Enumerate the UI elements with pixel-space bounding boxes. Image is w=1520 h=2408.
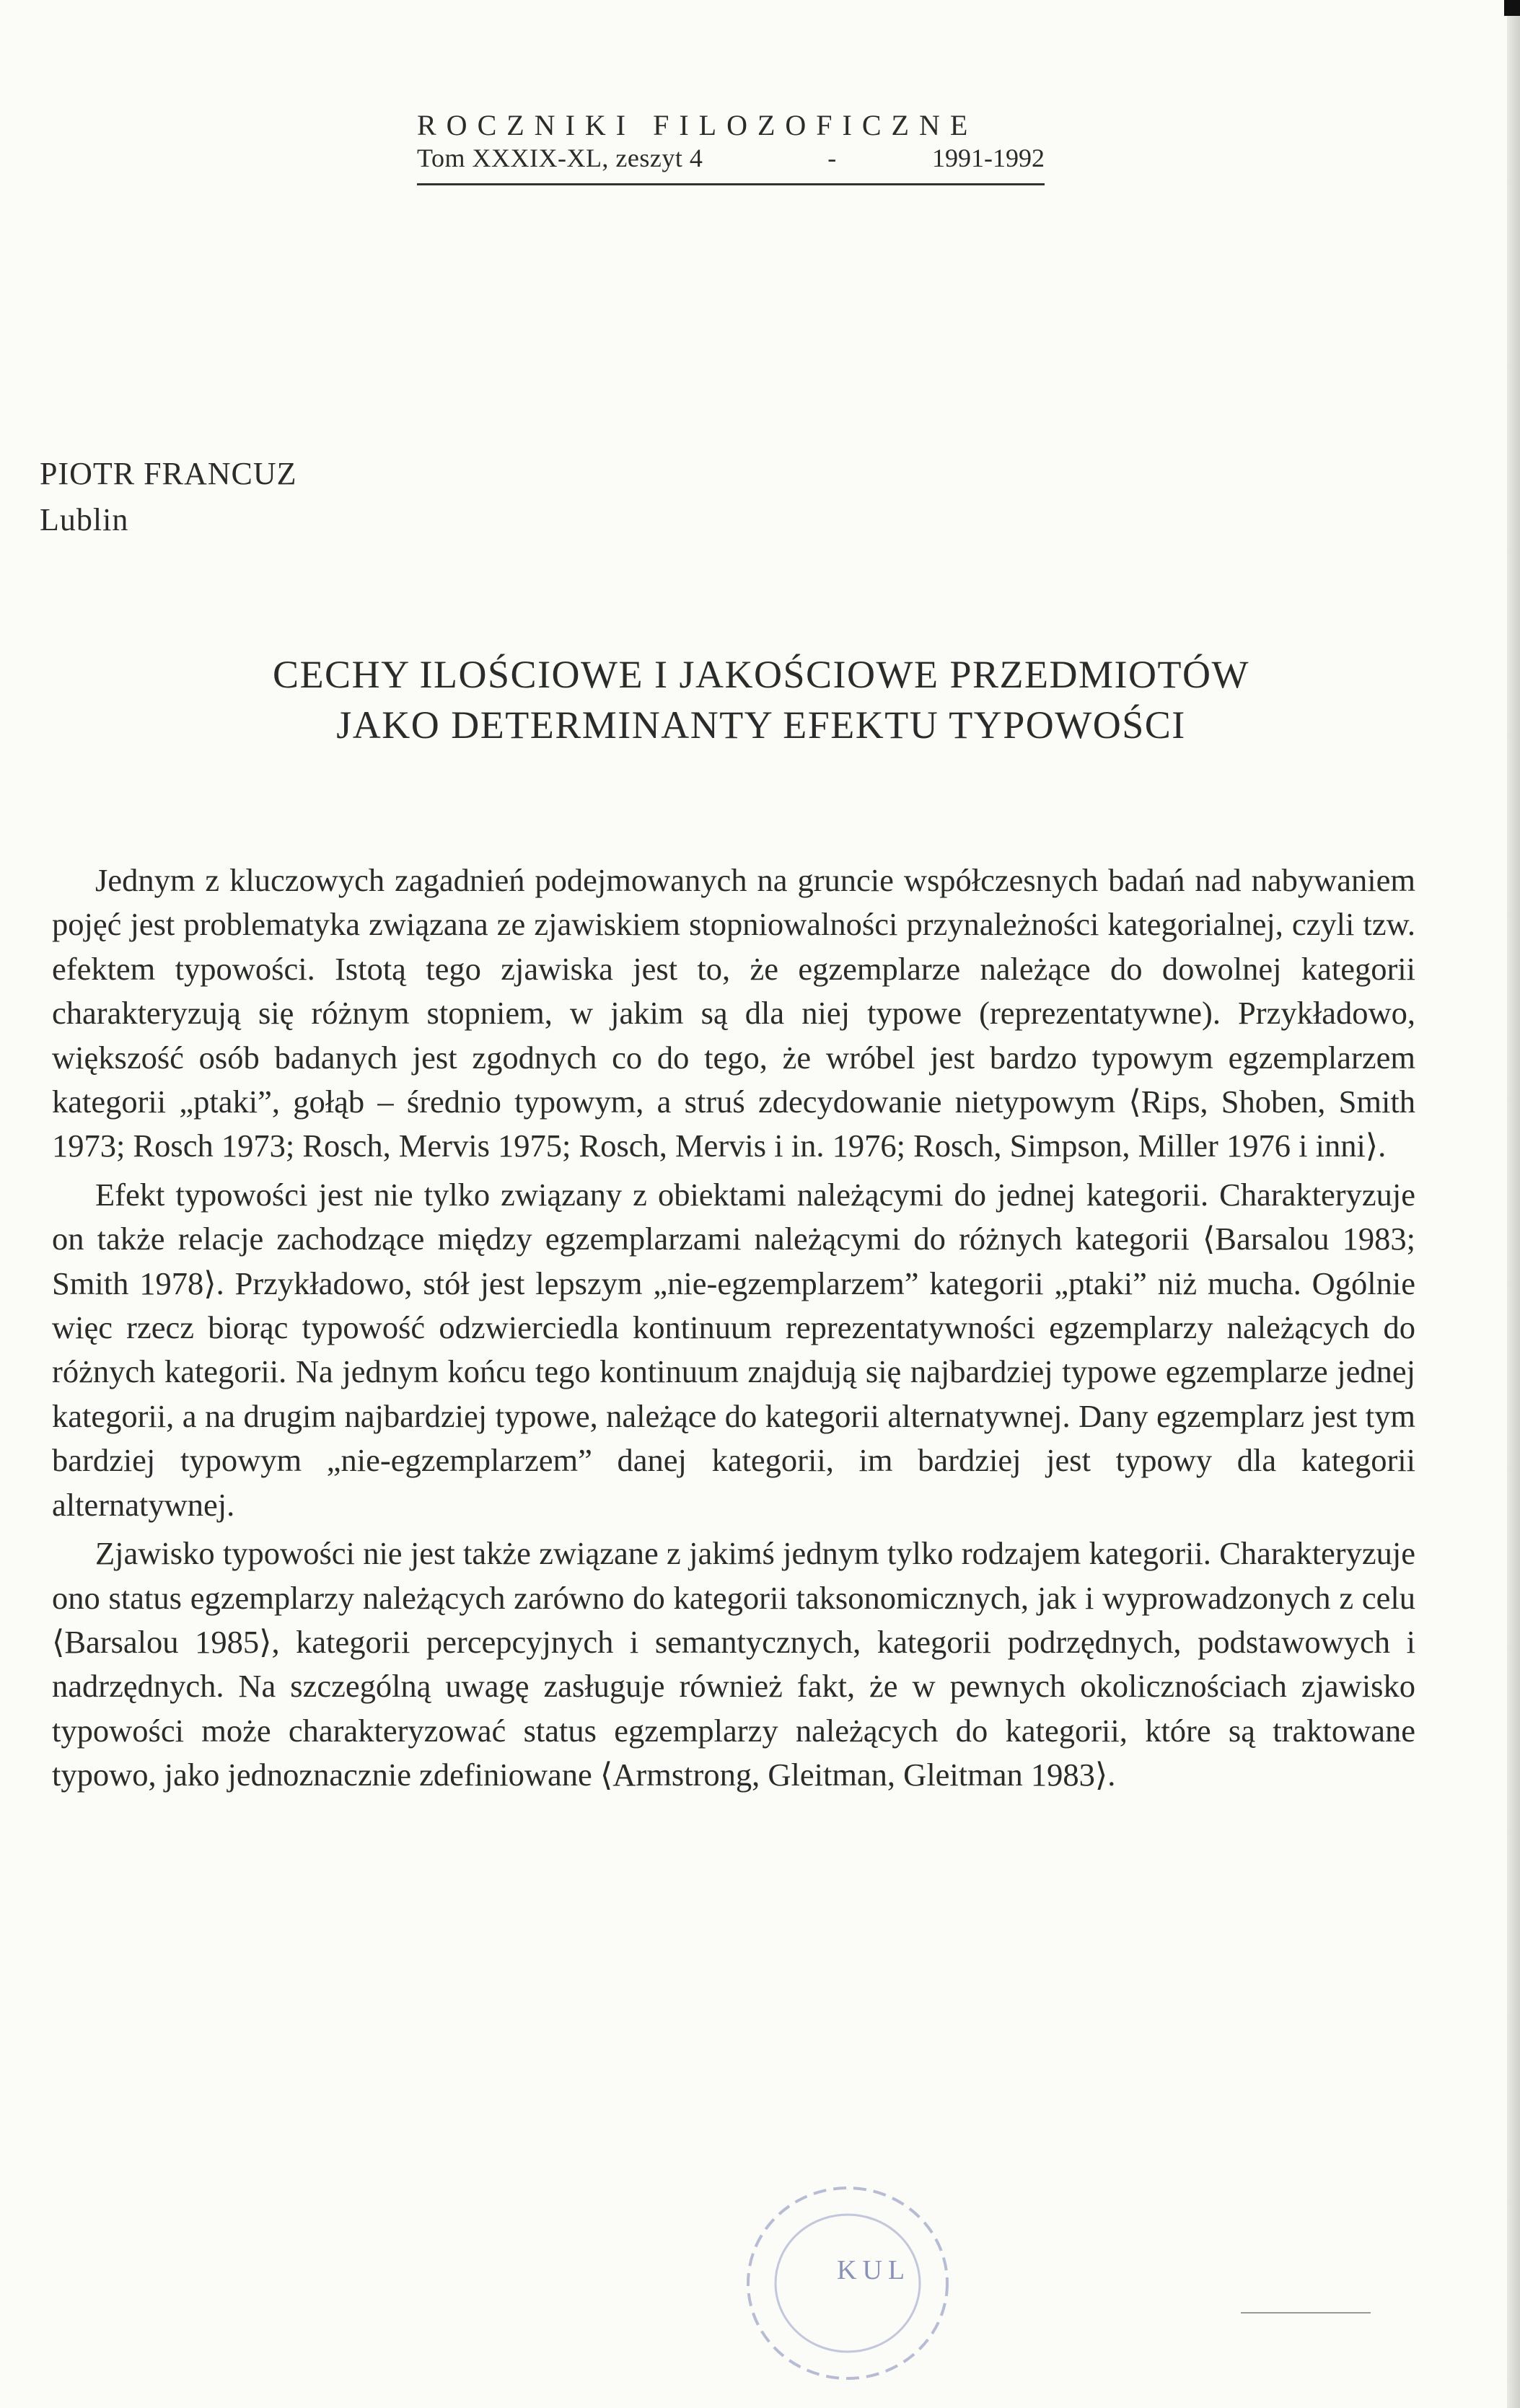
journal-volume: Tom XXXIX-XL, zeszyt 4 [417, 144, 703, 172]
author-name: PIOTR FRANCUZ [40, 456, 297, 491]
paragraph-3: Zjawisko typowości nie jest także związane z jakimś jednym tylko rodzajem kategorii. Charakteryzuje ono status egzemplarzy należących zarówno do kategorii taksonomicznych, jak i wyprowadzonych z celu ⟨Barsalou 1985⟩, kategorii percepcyjnych i semantycznych, kategorii podrzędnych, podstawowych i nadrzędnych. Na szczególną uwagę zasługuje również fakt, że w pewnych okolicznościach zjawisko typowości może charakteryzować status egzemplarzy należących do kategorii, które są traktowane typowo, jako jednoznacznie zdefiniowane ⟨Armstrong, Gleitman, Gleitman 1983⟩. [52, 1535, 1415, 1793]
article-body [52, 858, 1415, 1802]
corner-mark [1504, 0, 1520, 16]
paragraph-1: Jednym z kluczowych zagadnień podejmowanych na gruncie współczesnych badań nad nabywaniem pojęć jest problematyka związana ze zjawiskiem stopniowalności przynależności kategorialnej, czyli tzw. efektem typowości. Istotą tego zjawiska jest to, że egzemplarze należące do dowolnej kategorii charakteryzują się różnym stopniem, w jakim są dla niej typowe (reprezentatywne). Przykładowo, większość osób badanych jest zgodnych co do tego, że wróbel jest bardzo typowym egzemplarzem kategorii „ptaki”, gołąb – średnio typowym, a struś zdecydowanie nietypowym ⟨Rips, Shoben, Smith 1973; Rosch 1973; Rosch, Mervis 1975; Rosch, Mervis i in. 1976; Rosch, Simpson, Miller 1976 i inni⟩. [52, 862, 1415, 1164]
author-block [40, 451, 297, 543]
paragraph-2: Efekt typowości jest nie tylko związany z obiektami należącymi do jednej kategorii. Charakteryzuje on także relacje zachodzące między egzemplarzami należącymi do różnych kategorii ⟨Barsalou 1983; Smith 1978⟩. Przykładowo, stół jest lepszym „nie-egzemplarzem” kategorii „ptaki” niż mucha. Ogólnie więc rzecz biorąc typowość odzwierciedla kontinuum reprezentatywności egzemplarzy należących do różnych kategorii. Na jednym końcu tego kontinuum znajdują się najbardziej typowe egzemplarze jednej kategorii, a na drugim najbardziej typowe, należące do kategorii alternatywnej. Dany egzemplarz jest tym bardziej typowym „nie-egzemplarzem” danej kategorii, im bardziej jest typowy dla kategorii alternatywnej. [52, 1176, 1415, 1523]
title-line-1: CECHY ILOŚCIOWE I JAKOŚCIOWE PRZEDMIOTÓW [273, 653, 1249, 696]
page-edge-shadow [1507, 0, 1520, 2408]
journal-dash: - [827, 144, 837, 172]
journal-header [417, 108, 1045, 185]
journal-issue-line [417, 143, 1045, 173]
header-rule [417, 183, 1045, 185]
stamp-label: KUL [837, 2255, 911, 2285]
title-line-2: JAKO DETERMINANTY EFEKTU TYPOWOŚCI [336, 703, 1186, 747]
journal-name: ROCZNIKI FILOZOFICZNE [417, 109, 978, 141]
author-city: Lublin [40, 502, 129, 537]
bottom-mark [1241, 2312, 1371, 2313]
article-title [130, 649, 1392, 750]
journal-years: 1991-1992 [931, 144, 1045, 172]
